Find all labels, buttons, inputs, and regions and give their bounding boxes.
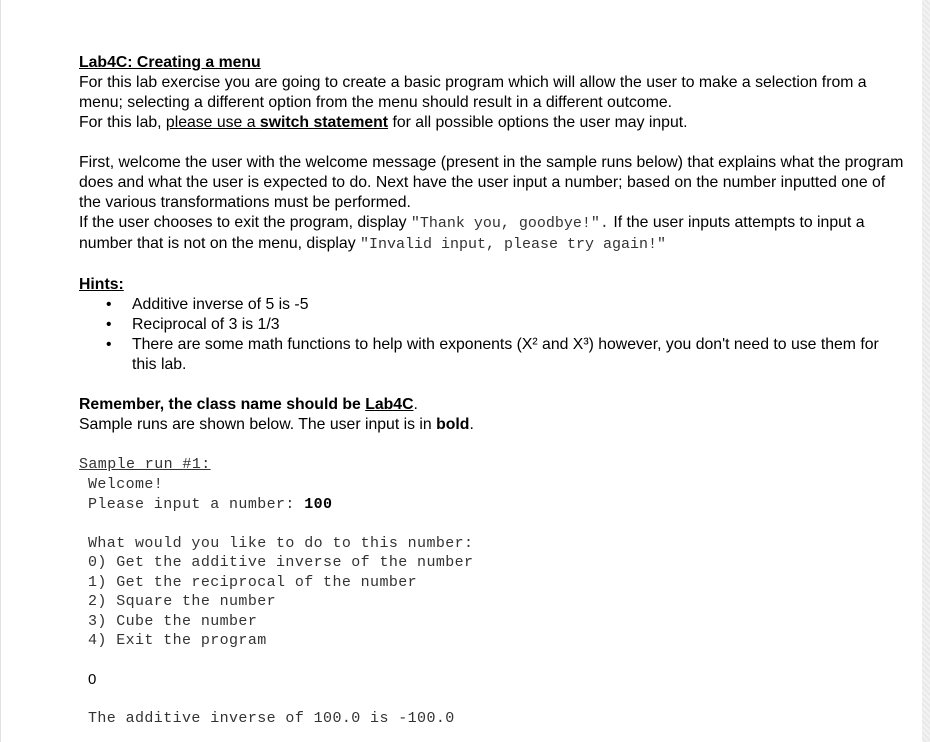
exit-prefix: If the user chooses to exit the program, display: [79, 214, 411, 231]
welcome-line: Welcome!: [88, 476, 164, 493]
instruction-suffix: for all possible options the user may input.: [388, 114, 688, 131]
class-name-reminder: [79, 395, 904, 415]
user-choice-input: 0: [88, 671, 97, 688]
reminder-prefix: Remember, the class name should be: [79, 396, 366, 413]
welcome-instructions: First, welcome the user with the welcome message (present in the sample runs below) that explains what the program does and what the user is expected to do. Next have the user input a number; based on the number inputted one of the various transformations must be performed.: [79, 154, 904, 211]
switch-instruction: [79, 113, 904, 133]
menu-question: What would you like to do to this number:: [88, 534, 474, 552]
exit-invalid-instructions: [79, 213, 904, 255]
instruction-underlined: please use a: [165, 114, 260, 131]
prompt-line: [88, 495, 904, 515]
class-name: Lab4C: [365, 396, 414, 413]
note-suffix: .: [469, 416, 474, 433]
goodbye-message: "Thank you, goodbye!".: [410, 215, 609, 232]
document-page: [79, 53, 904, 729]
user-input-number: 100: [304, 495, 333, 513]
menu-item: 4) Exit the program: [88, 632, 267, 649]
menu-item: 2) Square the number: [88, 593, 277, 610]
hint-item: • Additive inverse of 5 is -5: [79, 295, 904, 315]
hints-heading: Hints:: [79, 276, 124, 293]
bold-word: bold: [436, 416, 470, 433]
hints-list: [79, 295, 904, 375]
reminder-suffix: .: [413, 396, 418, 413]
hint-item: • There are some math functions to help with exponents (X² and X³) however, you don't need to use them for this lab.: [79, 335, 904, 375]
result-line: The additive inverse of 100.0 is -100.0: [88, 710, 455, 727]
note-prefix: Sample runs are shown below. The user input is in: [79, 416, 437, 433]
prompt-text: Please input a number:: [88, 495, 305, 513]
sample-run-title: Sample run #1:: [79, 456, 211, 473]
sample-run-output: [79, 475, 904, 729]
intro-paragraph: For this lab exercise you are going to create a basic program which will allow the user to make a selection from a menu; selecting a different option from the menu should result in a different outcome.: [79, 74, 867, 111]
menu-item: 0) Get the additive inverse of the number: [88, 554, 474, 571]
switch-statement-term: switch statement: [259, 114, 389, 131]
invalid-prefix: If the user inputs attempts to input a number that is not on the menu, display: [79, 214, 865, 252]
sample-runs-note: [79, 415, 904, 435]
scrollbar-track[interactable]: [922, 0, 930, 742]
menu-item: 3) Cube the number: [88, 612, 258, 630]
invalid-message: "Invalid input, please try again!": [360, 236, 667, 253]
menu-item: 1) Get the reciprocal of the number: [88, 573, 418, 591]
doc-title: Lab4C: Creating a menu: [79, 54, 261, 71]
hint-item: • Reciprocal of 3 is 1/3: [79, 315, 904, 335]
instruction-prefix: For this lab,: [79, 114, 166, 131]
page-left-edge: [0, 0, 1, 742]
